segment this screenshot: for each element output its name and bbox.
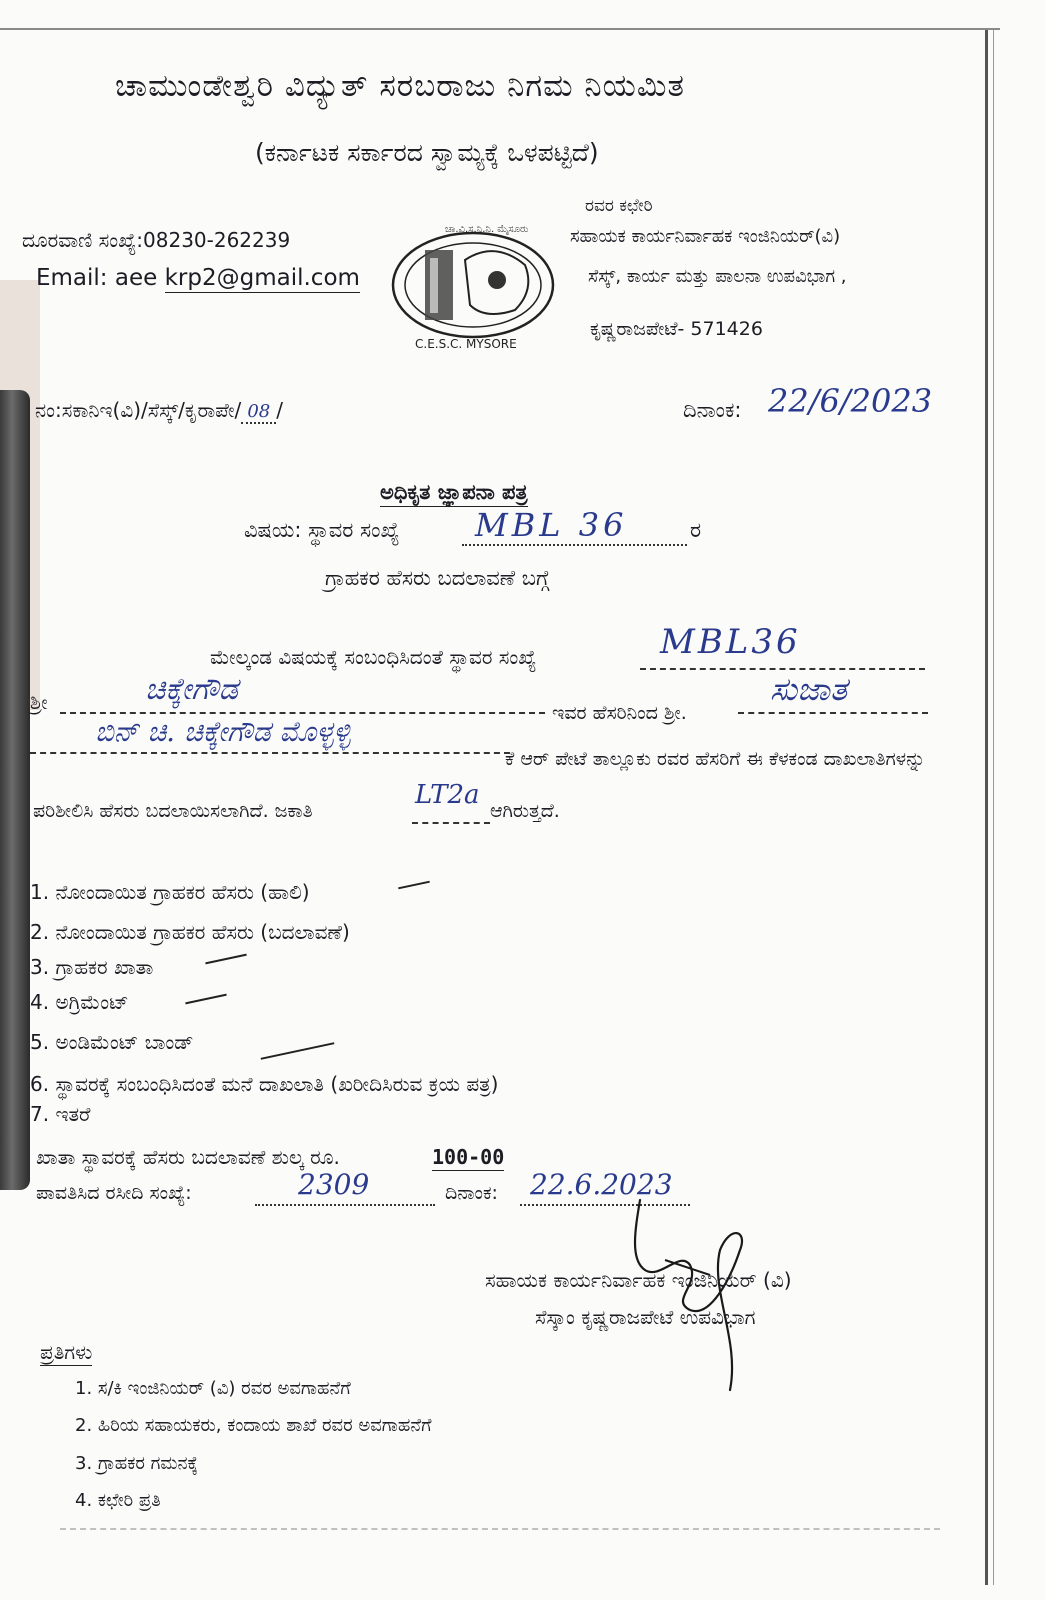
signatory-line-2: ಸೆಸ್ಕಾಂ ಕೃಷ್ಣರಾಜಪೇಟೆ ಉಪವಿಭಾಗ <box>535 1305 756 1329</box>
reference-prefix: ನಂ:ಸಕಾನಿಇ(ವಿ)/ಸೆಸ್ಕ್/ಕೃರಾಪೇ/ <box>35 398 242 422</box>
tick-mark <box>398 881 430 890</box>
para-installation: MBL36 <box>660 622 801 662</box>
subject-line-2: ಗ್ರಾಹಕರ ಹೆಸರು ಬದಲಾವಣೆ ಬಗ್ಗೆ <box>325 566 550 590</box>
page-border-inner <box>993 30 994 1585</box>
email-label: Email: aee <box>36 265 158 291</box>
tariff-value: LT2a <box>415 780 480 810</box>
new-name: ಸುಜಾತ <box>770 670 847 708</box>
address-dash-line <box>30 752 510 754</box>
document-item: 2. ನೋಂದಾಯಿತ ಗ್ರಾಹಕರ ಹೆಸರು (ಬದಲಾವಣೆ) <box>30 920 350 944</box>
receipt-number: 2309 <box>298 1168 370 1201</box>
signatory-line-1: ಸಹಾಯಕ ಕಾರ್ಯನಿರ್ವಾಹಕ ಇಂಜಿನಿಯರ್ (ವಿ) <box>485 1268 792 1292</box>
memo-title: ಅಧಿಕೃತ ಜ್ಞಾಪನಾ ಪತ್ರ <box>380 480 528 507</box>
sri-label: ಶ್ರೀ <box>30 690 48 714</box>
phone-number: ದೂರವಾಣಿ ಸಂಖ್ಯೆ:08230-262239 <box>22 228 291 252</box>
signature <box>620 1190 780 1400</box>
date-value: 22/6/2023 <box>768 382 933 420</box>
tick-mark <box>185 994 226 1005</box>
copy-item: 3. ಗ್ರಾಹಕರ ಗಮನಕ್ಕೆ <box>75 1453 198 1474</box>
old-name: ಚಿಕ್ಕೇಗೌಡ <box>145 672 238 707</box>
org-subtitle: (ಕರ್ನಾಟಕ ಸರ್ಕಾರದ ಸ್ವಾಮ್ಯಕ್ಕೆ ಒಳಪಟ್ಟಿದೆ) <box>255 138 599 167</box>
subject-installation: MBL 36 <box>475 506 628 544</box>
tariff-dash-line <box>412 822 490 824</box>
new-address: ಬಿನ್ ಚಿ. ಚಿಕ್ಕೇಗೌಡ ಮೊಳ್ಳಳ್ಳಿ <box>95 715 351 748</box>
copy-item: 4. ಕಛೇರಿ ಪ್ರತಿ <box>75 1490 161 1511</box>
office-line-1: ಸಹಾಯಕ ಕಾರ್ಯನಿರ್ವಾಹಕ ಇಂಜಿನಿಯರ್(ವಿ) <box>570 226 841 247</box>
from-name-label: ಇವರ ಹೆಸರಿನಿಂದ ಶ್ರೀ. <box>552 702 687 724</box>
email-address <box>36 265 360 291</box>
receipt-dotted-line <box>255 1204 435 1206</box>
para-intro: ಮೇಲ್ಕಂಡ ವಿಷಯಕ್ಕೆ ಸಂಬಂಧಿಸಿದಂತೆ ಸ್ಥಾವರ ಸಂಖ್ಯೆ <box>210 645 537 669</box>
subject-label: ವಿಷಯ: ಸ್ಥಾವರ ಸಂಖ್ಯೆ <box>244 518 400 542</box>
email-value: krp2@gmail.com <box>164 265 360 291</box>
new-name-dash-line <box>738 712 928 714</box>
fee-amount: 100-00 <box>432 1145 505 1169</box>
office-line-2: ಸೆಸ್ಕ್, ಕಾರ್ಯ ಮತ್ತು ಪಾಲನಾ ಉಪವಿಭಾಗ , <box>588 266 847 287</box>
document-item: 4. ಅಗ್ರಿಮೆಂಟ್ <box>30 990 129 1014</box>
reference-number: ನಂ:ಸಕಾನಿಇ(ವಿ)/ಸೆಸ್ಕ್/ಕೃರಾಪೇ/ 08 / <box>35 398 283 422</box>
para-line-4: ಪರಿಶೀಲಿಸಿ ಹೆಸರು ಬದಲಾಯಿಸಲಾಗಿದೆ. ಜಕಾತಿ <box>33 800 313 822</box>
top-rule <box>0 28 1000 30</box>
cesc-logo <box>385 210 560 360</box>
copy-item: 1. ಸ/ಕಿ ಇಂಜಿನಿಯರ್ (ವಿ) ರವರ ಅವಗಾಹನೆಗೆ <box>75 1378 351 1399</box>
reference-value: 08 <box>247 401 271 422</box>
receipt-date: 22.6.2023 <box>530 1168 673 1201</box>
document-item: 6. ಸ್ಥಾವರಕ್ಕೆ ಸಂಬಂಧಿಸಿದಂತೆ ಮನೆ ದಾಖಲಾತಿ (ಖರೀದಿಸಿರುವ ಕ್ರಯ ಪತ್ರ) <box>30 1072 499 1096</box>
org-name: ಚಾಮುಂಡೇಶ್ವರಿ ವಿದ್ಯುತ್ ಸರಬರಾಜು ನಿಗಮ ನಿಯಮಿತ <box>115 68 685 104</box>
subject-dotted-line <box>462 544 687 546</box>
bottom-faded-line <box>60 1528 940 1540</box>
fee-label: ಖಾತಾ ಸ್ಥಾವರಕ್ಕೆ ಹೆಸರು ಬದಲಾವಣೆ ಶುಲ್ಕ ರೂ. <box>36 1145 340 1169</box>
receipt-label: ಪಾವತಿಸಿದ ರಸೀದಿ ಸಂಖ್ಯೆ: <box>36 1182 192 1204</box>
tick-mark <box>261 1042 335 1060</box>
tick-mark <box>205 954 246 965</box>
document-item: 5. ಅಂಡಿಮೆಂಟ್ ಬಾಂಡ್ <box>30 1030 194 1054</box>
para-line-3: ಕೆ ಆರ್ ಪೇಟೆ ತಾಲ್ಲೂಕು ರವರ ಹೆಸರಿಗೆ ಈ ಕೆಳಕಂಡ ದಾಖಲಾತಿಗಳನ್ನು <box>505 748 926 770</box>
para-line-4-suffix: ಆಗಿರುತ್ತದೆ. <box>490 800 560 822</box>
document-item: 3. ಗ್ರಾಹಕರ ಖಾತಾ <box>30 955 154 979</box>
subject-suffix: ರ <box>690 518 702 542</box>
office-line-3: ಕೃಷ್ಣರಾಜಪೇಟೆ- 571426 <box>590 318 763 340</box>
document-item: 7. ಇತರೆ <box>30 1102 91 1126</box>
copies-heading: ಪ್ರತಿಗಳು <box>40 1340 93 1364</box>
date-label: ದಿನಾಂಕ: <box>683 398 742 422</box>
old-name-dash-line <box>60 712 545 714</box>
binder-clip <box>0 390 30 1190</box>
page-border <box>985 30 988 1585</box>
document-item: 1. ನೋಂದಾಯಿತ ಗ್ರಾಹಕರ ಹೆಸರು (ಹಾಲಿ) <box>30 880 310 904</box>
receipt-date-label: ದಿನಾಂಕ: <box>445 1182 498 1204</box>
copy-item: 2. ಹಿರಿಯ ಸಹಾಯಕರು, ಕಂದಾಯ ಶಾಖೆ ರವರ ಅವಗಾಹನೆಗೆ <box>75 1415 432 1436</box>
logo-text-top: ಚಾ.ವಿ.ಸ.ನಿ.ನಿ. ಮೈಸೂರು <box>445 224 529 235</box>
logo-text-bottom: C.E.S.C. MYSORE <box>415 337 517 351</box>
office-top: ರವರ ಕಛೇರಿ <box>585 196 653 216</box>
